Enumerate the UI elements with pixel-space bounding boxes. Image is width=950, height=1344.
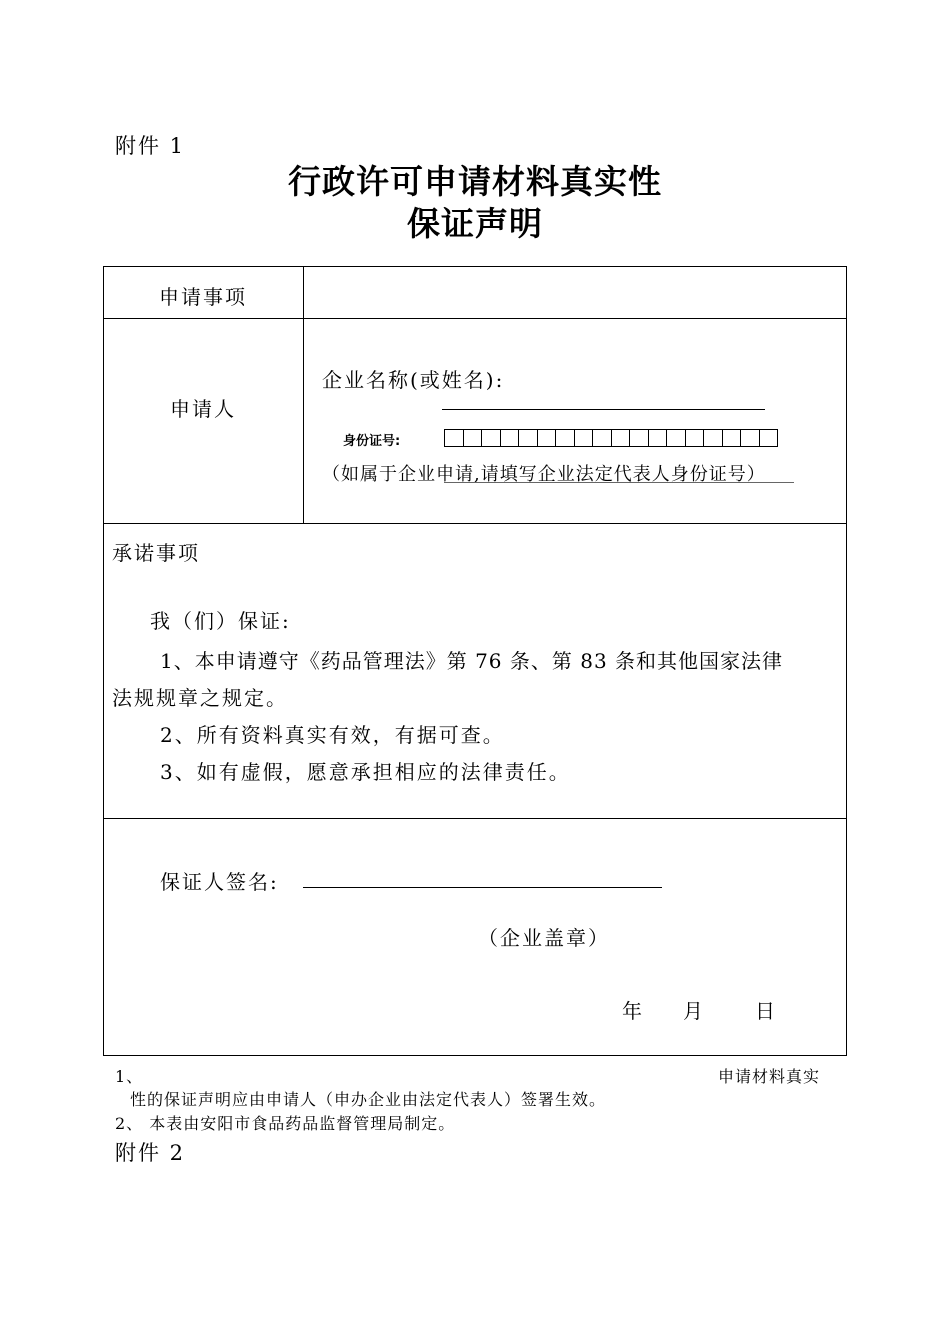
attachment-1-label: 附件 1 [115, 134, 186, 158]
id-digit-box[interactable] [481, 429, 501, 447]
id-digit-box[interactable] [759, 429, 779, 447]
guarantor-signature-label: 保证人签名: [160, 870, 279, 894]
row-divider-2 [103, 523, 847, 524]
id-digit-box[interactable] [666, 429, 686, 447]
note-1-continuation: 性的保证声明应由申请人（申办企业由法定代表人）签署生效。 [130, 1090, 607, 1109]
commitment-item-1-line1: 1、本申请遵守《药品管理法》第 76 条、第 83 条和其他国家法律 [160, 649, 784, 673]
application-item-label: 申请事项 [159, 285, 247, 309]
commitment-intro: 我（们）保证: [150, 609, 291, 633]
commitment-item-3: 3、如有虚假，愿意承担相应的法律责任。 [160, 760, 571, 784]
note-2: 2、 本表由安阳市食品药品监督管理局制定。 [115, 1114, 456, 1133]
company-name-label: 企业名称(或姓名): [322, 368, 505, 392]
id-digit-box[interactable] [648, 429, 668, 447]
column-divider [303, 266, 304, 523]
id-digit-box[interactable] [537, 429, 557, 447]
id-digit-box[interactable] [722, 429, 742, 447]
commitment-item-1-line2: 法规规章之规定。 [112, 686, 288, 710]
id-note-underline [444, 478, 794, 483]
date-day: 日 [755, 999, 777, 1023]
id-note: （如属于企业申请,请填写企业法定代表人身份证号） [322, 464, 766, 485]
date-month: 月 [683, 999, 705, 1023]
date-year: 年 [622, 999, 644, 1023]
document-title-line1: 行政许可申请材料真实性 [288, 162, 662, 201]
id-digit-box[interactable] [703, 429, 723, 447]
row-divider-1 [103, 318, 847, 319]
id-digit-box[interactable] [592, 429, 612, 447]
company-name-field[interactable] [442, 409, 765, 410]
id-digit-box[interactable] [444, 429, 464, 447]
id-digit-box[interactable] [463, 429, 483, 447]
commitment-label: 承诺事项 [112, 541, 200, 565]
company-seal-note: （企业盖章） [478, 926, 610, 950]
id-digit-box[interactable] [611, 429, 631, 447]
note-1-right: 申请材料真实 [718, 1067, 821, 1086]
id-digit-box[interactable] [518, 429, 538, 447]
applicant-label: 申请人 [170, 397, 236, 421]
guarantor-signature-field[interactable] [303, 887, 662, 888]
attachment-2-label: 附件 2 [115, 1141, 186, 1165]
row-divider-3 [103, 818, 847, 819]
note-1-prefix: 1、 [115, 1067, 144, 1086]
id-digit-box[interactable] [685, 429, 705, 447]
id-digit-box[interactable] [555, 429, 575, 447]
document-title-line2: 保证声明 [407, 204, 543, 243]
id-digit-box[interactable] [574, 429, 594, 447]
commitment-item-2: 2、所有资料真实有效，有据可查。 [160, 723, 505, 747]
id-digit-box[interactable] [740, 429, 760, 447]
id-number-label: 身份证号: [343, 434, 401, 449]
id-digit-box[interactable] [629, 429, 649, 447]
id-number-boxes[interactable] [444, 429, 777, 447]
id-digit-box[interactable] [500, 429, 520, 447]
application-item-field[interactable] [306, 270, 844, 316]
